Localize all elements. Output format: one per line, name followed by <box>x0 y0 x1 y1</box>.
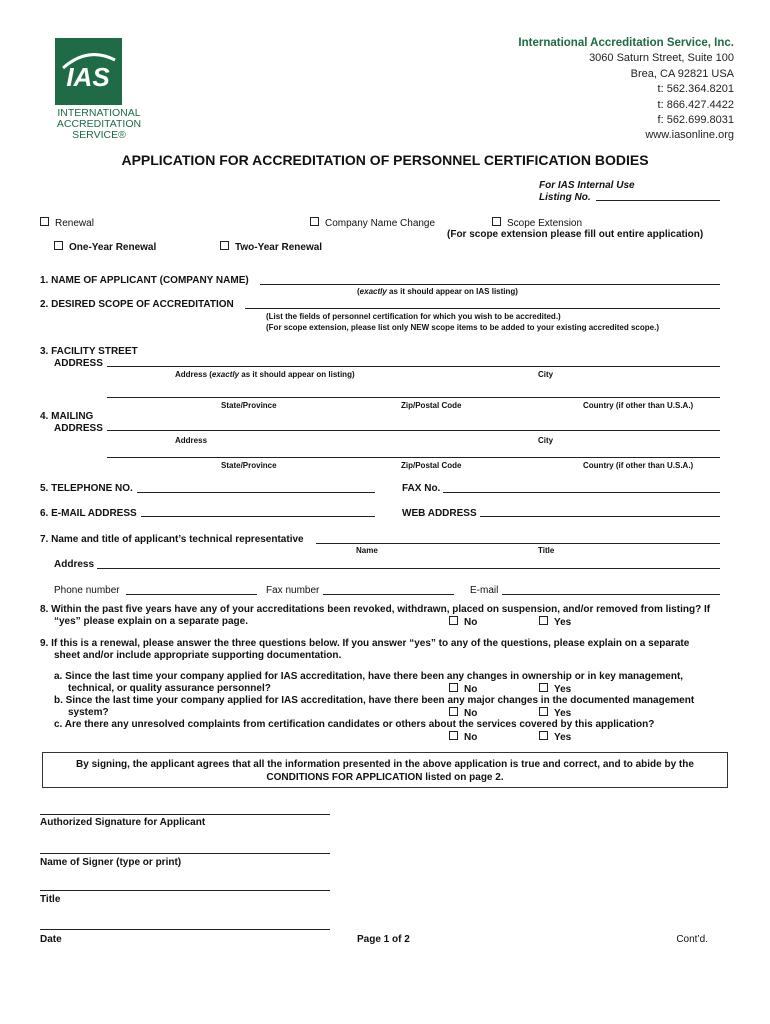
company-name-change-checkbox[interactable] <box>310 217 319 226</box>
mailing-state-caption: State/Province <box>221 461 277 470</box>
one-year-renewal-option[interactable]: One-Year Renewal <box>54 241 156 253</box>
qa-no-checkbox[interactable] <box>449 683 458 692</box>
q9-line-2: sheet and/or include appropriate supporting documentation. <box>54 650 342 661</box>
mailing-state-zip-field[interactable] <box>107 457 720 458</box>
tech-rep-address-label: Address <box>54 559 95 570</box>
web-address-label: WEB ADDRESS <box>402 508 477 519</box>
tech-rep-address-field[interactable] <box>97 568 720 569</box>
scope-extension-checkbox[interactable] <box>492 217 501 226</box>
company-name-change-option[interactable]: Company Name Change <box>310 217 435 229</box>
qa-yes-checkbox[interactable] <box>539 683 548 692</box>
org-fax: f: 562.699.8031 <box>657 114 734 127</box>
qa-yes-option[interactable]: Yes <box>539 683 571 695</box>
mailing-country-caption: Country (if other than U.S.A.) <box>583 461 694 470</box>
qc-no-checkbox[interactable] <box>449 731 458 740</box>
continued-label: Cont’d. <box>676 934 708 945</box>
date-label: Date <box>40 934 62 945</box>
q5-label: 5. TELEPHONE NO. <box>40 483 133 494</box>
scope-field[interactable] <box>245 308 720 309</box>
agreement-statement: By signing, the applicant agrees that all the information presented in the above application is true and correct, and to abide by the CONDITIONS FOR APPLICATION listed on page 2. <box>42 752 728 788</box>
page-number: Page 1 of 2 <box>357 934 410 945</box>
ias-logo <box>55 38 122 105</box>
tech-email-field[interactable] <box>502 594 720 595</box>
mailing-address-caption: Address <box>175 436 208 445</box>
tech-rep-title-caption: Title <box>538 546 555 555</box>
q1-note: (exactly as it should appear on IAS listing) <box>357 287 518 296</box>
signer-title-label: Title <box>40 894 61 905</box>
mailing-zip-caption: Zip/Postal Code <box>401 461 462 470</box>
facility-state-zip-field[interactable] <box>107 397 720 398</box>
qc-line-1: c. Are there any unresolved complaints from certification candidates or others about the services covered by this application? <box>54 719 655 730</box>
signature-field[interactable] <box>40 814 330 815</box>
q8-yes-option[interactable]: Yes <box>539 616 571 628</box>
q8-no-checkbox[interactable] <box>449 616 458 625</box>
mailing-address-field[interactable] <box>107 430 720 431</box>
phone-label: Phone number <box>54 585 120 596</box>
fax-number-field[interactable] <box>323 594 454 595</box>
qa-line-2: technical, or quality assurance personnel? <box>68 683 271 694</box>
fax-field[interactable] <box>443 492 720 493</box>
one-year-checkbox[interactable] <box>54 241 63 250</box>
facility-address-field[interactable] <box>107 366 720 367</box>
q8-yes-checkbox[interactable] <box>539 616 548 625</box>
svg-text:IAS: IAS <box>66 62 110 92</box>
signer-name-label: Name of Signer (type or print) <box>40 857 182 868</box>
q8-no-option[interactable]: No <box>449 616 477 628</box>
q6-label: 6. E-MAIL ADDRESS <box>40 508 137 519</box>
qa-line-1: a. Since the last time your company applied for IAS accreditation, have there been any changes in ownership or in key management, <box>54 671 684 682</box>
fax-label: FAX No. <box>402 483 441 494</box>
q2-note-2: (For scope extension, please list only NEW scope items to be added to your existing accredited scope.) <box>266 323 659 332</box>
tech-rep-name-title-field[interactable] <box>316 543 720 544</box>
org-address-block <box>518 36 734 144</box>
qc-yes-checkbox[interactable] <box>539 731 548 740</box>
qb-line-1: b. Since the last time your company applied for IAS accreditation, have there been any major changes in the documented management <box>54 695 695 706</box>
facility-zip-caption: Zip/Postal Code <box>401 401 462 410</box>
org-name: International Accreditation Service, Inc. <box>518 37 734 49</box>
scope-extension-option[interactable]: Scope Extension <box>492 217 582 229</box>
listing-no-label: Listing No. <box>539 192 591 203</box>
facility-state-caption: State/Province <box>221 401 277 410</box>
org-web: www.iasonline.org <box>645 129 734 142</box>
facility-country-caption: Country (if other than U.S.A.) <box>583 401 694 410</box>
fax-number-label: Fax number <box>266 585 320 596</box>
qa-no-option[interactable]: No <box>449 683 477 695</box>
date-field[interactable] <box>40 929 330 930</box>
qb-yes-checkbox[interactable] <box>539 707 548 716</box>
signer-name-field[interactable] <box>40 853 330 854</box>
q3-label-1: 3. FACILITY STREET <box>40 346 138 357</box>
email-field[interactable] <box>141 516 375 517</box>
qb-no-checkbox[interactable] <box>449 707 458 716</box>
two-year-checkbox[interactable] <box>220 241 229 250</box>
q7-label: 7. Name and title of applicant’s technical representative <box>40 534 304 545</box>
telephone-field[interactable] <box>137 492 375 493</box>
q4-label-1: 4. MAILING <box>40 411 94 422</box>
qb-no-option[interactable]: No <box>449 707 477 719</box>
qb-yes-option[interactable]: Yes <box>539 707 571 719</box>
phone-field[interactable] <box>126 594 257 595</box>
applicant-name-field[interactable] <box>260 284 720 285</box>
org-tel2: t: 866.427.4422 <box>657 98 734 111</box>
org-street: 3060 Saturn Street, Suite 100 <box>589 52 734 65</box>
tech-email-label: E-mail <box>470 585 499 596</box>
renewal-option[interactable]: Renewal <box>40 217 94 229</box>
web-address-field[interactable] <box>480 516 720 517</box>
q1-label: 1. NAME OF APPLICANT (COMPANY NAME) <box>40 275 249 286</box>
two-year-renewal-option[interactable]: Two-Year Renewal <box>220 241 322 253</box>
q9-line-1: 9. If this is a renewal, please answer the three questions below. If you answer “yes” to any of the questions, please explain on a separate <box>40 638 690 649</box>
logo-caption: INTERNATIONAL ACCREDITATION SERVICE® <box>56 107 142 141</box>
signature-label: Authorized Signature for Applicant <box>40 817 206 828</box>
renewal-checkbox[interactable] <box>40 217 49 226</box>
org-tel1: t: 562.364.8201 <box>657 83 734 96</box>
q8-line-1: 8. Within the past five years have any of your accreditations been revoked, withdrawn, placed on suspension, and/or removed from listing? If <box>40 604 711 615</box>
qb-line-2: system? <box>68 707 109 718</box>
q3-label-2: ADDRESS <box>54 358 103 369</box>
org-city: Brea, CA 92821 USA <box>630 67 734 80</box>
facility-address-caption: Address (exactly as it should appear on listing) <box>175 370 355 379</box>
mailing-city-caption: City <box>538 436 554 445</box>
q2-note-1: (List the fields of personnel certification for which you wish to be accredited.) <box>266 312 561 321</box>
facility-city-caption: City <box>538 370 554 379</box>
logo-mark <box>55 38 122 105</box>
q4-label-2: ADDRESS <box>54 423 103 434</box>
listing-no-field[interactable] <box>596 200 720 201</box>
qc-no-option[interactable]: No <box>449 731 477 743</box>
form-title: APPLICATION FOR ACCREDITATION OF PERSONNEL CERTIFICATION BODIES <box>121 152 649 168</box>
q8-line-2: “yes” please explain on a separate page. <box>54 616 248 627</box>
qc-yes-option[interactable]: Yes <box>539 731 571 743</box>
tech-rep-name-caption: Name <box>356 546 378 555</box>
signer-title-field[interactable] <box>40 890 330 891</box>
scope-extension-note: (For scope extension please fill out entire application) <box>447 229 704 240</box>
internal-use-label: For IAS Internal Use <box>539 180 635 191</box>
q2-label: 2. DESIRED SCOPE OF ACCREDITATION <box>40 299 234 310</box>
